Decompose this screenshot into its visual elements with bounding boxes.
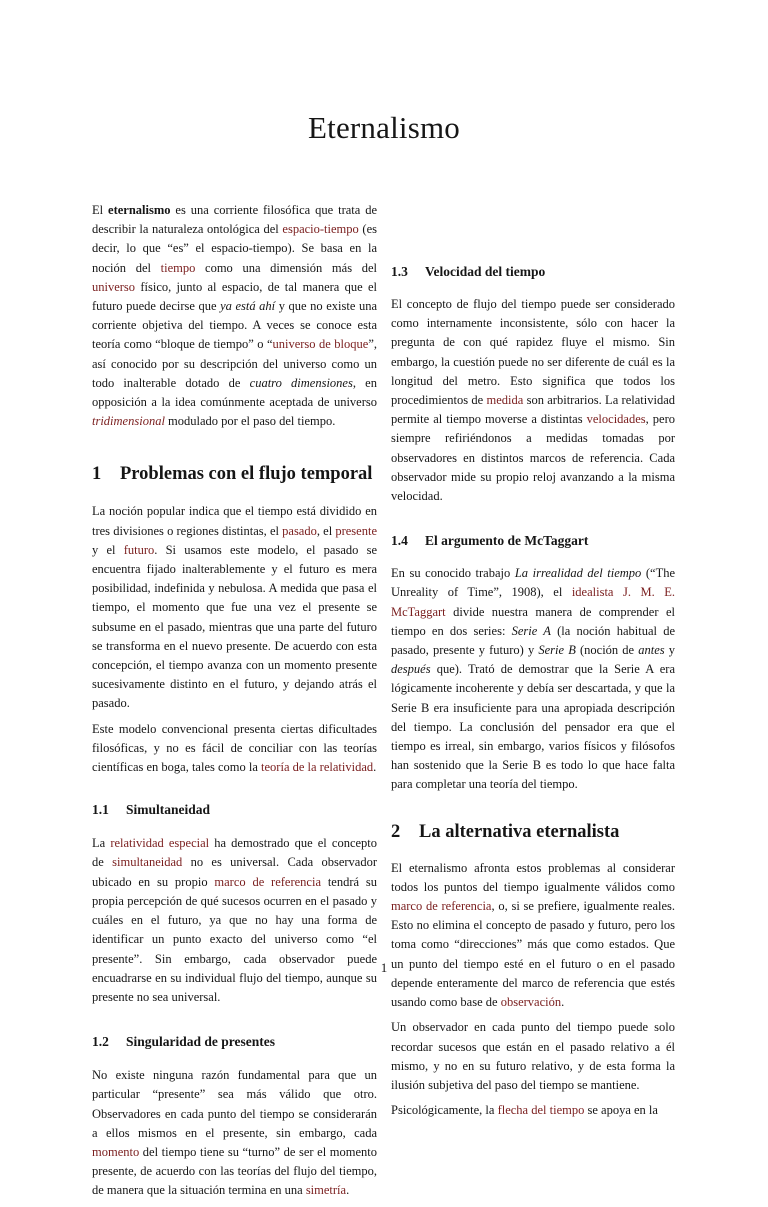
link-marco-de-referencia-2[interactable]: marco de referencia bbox=[391, 899, 492, 914]
link-tiempo[interactable]: tiempo bbox=[160, 260, 196, 275]
link-medida[interactable]: medida bbox=[486, 393, 524, 408]
link-futuro[interactable]: futuro bbox=[123, 542, 155, 557]
link-flecha-del-tiempo[interactable]: flecha del tiempo bbox=[497, 1103, 585, 1118]
sec1-1-paragraph: La relatividad especial ha demostrado que el concepto de simultaneidad no es universal. Cada observador ubicado en su propio marco de referencia tendrá su propia percepción de qué sucesos ocurren en el pasado y cuáles en el futuro, ya que no hay una forma de identificar un punto exacto del universo como “el presente”. Sin embargo, cada observador puede encuadrarse en su individual flujo del tiempo, aunque su presente no sea universal. bbox=[92, 836, 378, 1004]
section-1-4-heading: 1.4 El argumento de McTaggart bbox=[391, 533, 589, 549]
link-universo[interactable]: universo bbox=[92, 279, 136, 294]
sec2-paragraph-1: El eternalismo afronta estos problemas al considerar todos los puntos del tiempo igualmente válidos como marco de referencia, o, si se prefiere, igualmente reales. Esto no elimina el concepto de pasado y futuro, pero los toma como “direcciones” más que como estados. Que un punto del tiempo esté en el futuro o en el pasado depende enteramente del marco de referencia que estés usando como base de observación. bbox=[391, 860, 675, 1010]
link-idealista[interactable]: idealista bbox=[571, 585, 614, 600]
link-tridimensional[interactable]: tridimensional bbox=[92, 414, 165, 429]
right-column bbox=[391, 263, 675, 1126]
section-1-1-heading: 1.1 Simultaneidad bbox=[92, 802, 211, 818]
link-presente[interactable]: presente bbox=[335, 523, 377, 538]
left-column bbox=[92, 201, 377, 1207]
bold-term: eternalismo bbox=[108, 203, 171, 217]
sec2-paragraph-2: Un observador en cada punto del tiempo puede solo recordar sucesos que están en el pasado relativo a él mismo, y no en su futuro relativo, y de esta forma la ilusión subjetiva del paso del tiempo se mantiene. bbox=[391, 1020, 675, 1092]
page-title: Eternalismo bbox=[308, 110, 460, 145]
link-simetria[interactable]: simetría bbox=[305, 1183, 347, 1198]
sec2-paragraph-3: Psicológicamente, la flecha del tiempo se apoya en la bbox=[391, 1103, 658, 1118]
sec1-2-paragraph-start: No existe ninguna razón fundamental para que un particular “presente” sea más válido que otro. Observadores en cada punto del tiempo se considerarán a ellos mismos en el presente, sin embargo, cada momento del tiempo tiene su “turno” de ser el momento presente, de acuerdo con las teorías del flujo del tiempo, de manera que la situación termina en una simetría. bbox=[92, 1068, 377, 1198]
link-universo-de-bloque[interactable]: universo de bloque bbox=[272, 337, 369, 352]
sec1-paragraph-2: Este modelo convencional presenta ciertas dificultades filosóficas, y no es fácil de conciliar con las teorías científicas en boga, tales como la teoría de la relatividad. bbox=[92, 721, 377, 775]
link-relatividad-especial[interactable]: relatividad especial bbox=[110, 836, 210, 851]
section-2-heading: 2 La alternativa eternalista bbox=[391, 821, 620, 842]
link-pasado[interactable]: pasado bbox=[282, 523, 317, 538]
sec1-paragraph-1: La noción popular indica que el tiempo está dividido en tres divisiones o regiones distintas, el pasado, el presente y el futuro. Si usamos este modelo, el pasado se encuentra fijado inalterablemente y el futuro es mera posibilidad, indefinida y nebulosa. A medida que pasa el tiempo, el momento que fue una vez el presente se subsume en el pasado, mientras que una parte del futuro se transforma en el nuevo presente. De acuerdo con esta concepción, el tiempo avanza con un momento presente sucesivamente distinto en el futuro, y dejando atrás el pasado. bbox=[92, 504, 377, 711]
section-1-3-heading: 1.3 Velocidad del tiempo bbox=[391, 264, 546, 279]
section-1-2-heading: 1.2 Singularidad de presentes bbox=[92, 1034, 276, 1050]
section-1-heading: 1 Problemas con el flujo temporal bbox=[92, 464, 373, 485]
link-simultaneidad[interactable]: simultaneidad bbox=[112, 855, 183, 870]
sec1-4-paragraph: En su conocido trabajo La irrealidad del tiempo (“The Unreality of Time”, 1908), el idealista J. M. E. McTaggart divide nuestra manera de comprender el tiempo en dos series: Serie A (la noción habitual de pasado, presente y futuro) y Serie B (noción de antes y después que). Trató de demostrar que la Serie A era lógicamente incoherente y debía ser descartada, y que la Serie B era insuficiente para una apropiada descripción del tiempo. La conclusión del pensador era que el tiempo es irreal, sin embargo, varios físicos y filósofos han sostenido que la Serie B es todo lo que hace falta para completar una teoría del tiempo. bbox=[391, 566, 676, 792]
link-velocidades[interactable]: velocidades bbox=[586, 412, 646, 427]
link-marco-de-referencia[interactable]: marco de referencia bbox=[214, 874, 322, 889]
sec1-3-paragraph: El concepto de flujo del tiempo puede ser considerado como internamente inconsistente, sólo con hacer la pregunta de con qué rapidez fluye el mismo. Sin embargo, la cuestión puede no ser diferente de cuál es la longitud del metro. Esto significa que todos los procedimientos de medida son arbitrarios. La relatividad permite al tiempo moverse a distintas velocidades, pero siempre refiriéndonos a medidas tomadas por observadores en distintos marcos de referencia. Cada observador mide su propio reloj avanzando a la misma velocidad. bbox=[391, 297, 675, 504]
link-momento[interactable]: momento bbox=[92, 1144, 140, 1159]
link-espacio-tiempo[interactable]: espacio-tiempo bbox=[282, 222, 359, 237]
link-teoria-relatividad[interactable]: teoría de la relatividad bbox=[261, 760, 374, 775]
intro-paragraph: El eternalismo es una corriente filosófica que trata de describir la naturaleza ontológica del espacio-tiempo (es decir, lo que “es” el espacio-tiempo). Se basa en la noción del tiempo como una dimensión más del universo físico, junto al espacio, de tal manera que el futuro puede decirse que ya está ahí y que no existe una corriente objetiva del tiempo. A veces se conoce esta teoría como “bloque de tiempo” o “universo de bloque”, así conocido por su descripción del universo como un todo inalterable dotado de cuatro dimensiones, en opposición a la idea comúnmente aceptada de universo tridimensional modulado por el paso del tiempo. bbox=[92, 203, 378, 429]
page-number: 1 bbox=[380, 960, 388, 975]
link-mctaggart[interactable]: J. M. E. McTaggart bbox=[391, 585, 675, 619]
link-observacion[interactable]: observación bbox=[500, 995, 562, 1010]
